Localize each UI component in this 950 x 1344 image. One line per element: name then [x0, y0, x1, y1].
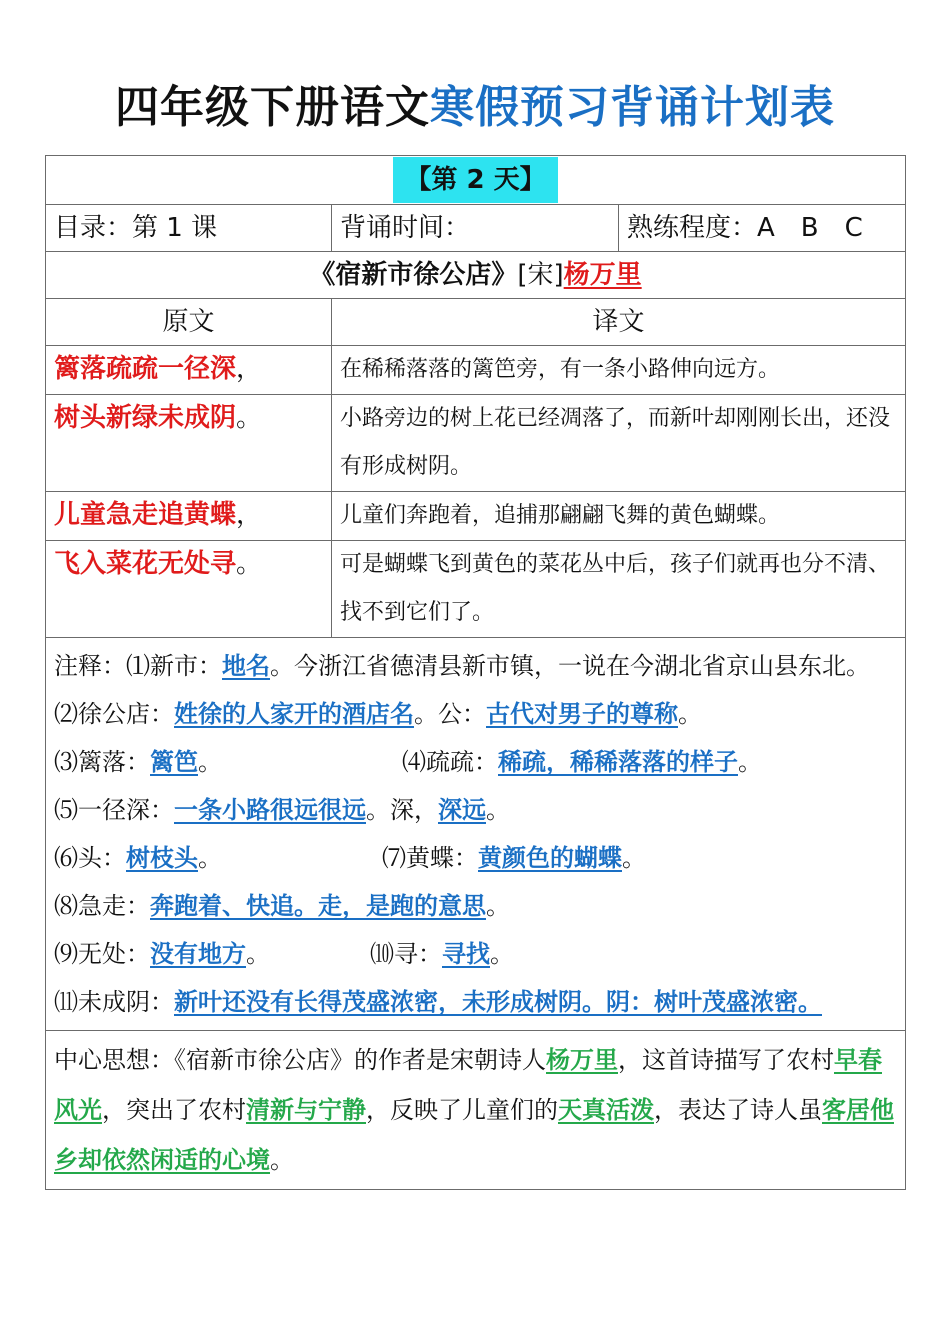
- line-translation: 在稀稀落落的篱笆旁，有一条小路伸向远方。: [332, 346, 906, 395]
- line-translation: 小路旁边的树上花已经凋落了，而新叶却刚刚长出，还没有形成树阴。: [332, 395, 906, 492]
- note-5: ⑸一径深：一条小路很远很远。深，深远。: [54, 796, 510, 824]
- day-badge: 【第 2 天】: [393, 157, 557, 203]
- page-title: [0, 78, 950, 138]
- poem-title: 《宿新市徐公店》: [309, 260, 518, 290]
- note-1: 注释：⑴新市：地名。今浙江省德清县新市镇，一说在今湖北省京山县东北。: [54, 652, 870, 680]
- note-2: ⑵徐公店：姓徐的人家开的酒店名。公：古代对男子的尊称。: [54, 700, 702, 728]
- note-answer: 稀疏，稀稀落落的样子: [498, 748, 738, 776]
- note-6-7: ⑹头：树枝头。 ⑺黄蝶：黄颜色的蝴蝶。: [54, 844, 646, 872]
- note-answer: 姓徐的人家开的酒店名: [174, 700, 414, 728]
- notes-row: [46, 638, 906, 1031]
- line-translation: 儿童们奔跑着，追捕那翩翩飞舞的黄色蝴蝶。: [332, 492, 906, 541]
- note-answer: 树枝头: [126, 844, 198, 872]
- central-idea-row: [46, 1031, 906, 1190]
- poem-line-row: 篱落疏疏一径深， 在稀稀落落的篱笆旁，有一条小路伸向远方。: [46, 346, 906, 395]
- note-answer: 黄颜色的蝴蝶: [478, 844, 622, 872]
- poem-line-row: 飞入菜花无处寻。 可是蝴蝶飞到黄色的菜花丛中后，孩子们就再也分不清、找不到它们了。: [46, 541, 906, 638]
- note-answer: 深远: [438, 796, 486, 824]
- poem-dynasty: [宋]: [517, 260, 564, 290]
- central-idea-text: 中心思想：《宿新市徐公店》的作者是宋朝诗人杨万里，这首诗描写了农村早春风光，突出了农村清新与宁静，反映了儿童们的天真活泼，表达了诗人虽客居他乡却依然闲适的心境。: [54, 1046, 894, 1174]
- column-header-row: [46, 299, 906, 346]
- note-answer: 地名: [222, 652, 270, 680]
- poem-line-row: 儿童急走追黄蝶， 儿童们奔跑着，追捕那翩翩飞舞的黄色蝴蝶。: [46, 492, 906, 541]
- central-idea-cell: [46, 1031, 906, 1190]
- header-translation: 译文: [332, 299, 906, 346]
- note-answer: 寻找: [442, 940, 490, 968]
- day-row: [46, 156, 906, 205]
- poem-title-row: [46, 252, 906, 299]
- note-answer: 古代对男子的尊称: [486, 700, 678, 728]
- note-answer: 新叶还没有长得茂盛浓密，未形成树阴。阴：树叶茂盛浓密。: [174, 988, 822, 1016]
- note-9-10: ⑼无处：没有地方。 ⑽寻：寻找。: [54, 940, 514, 968]
- poem-line: 飞入菜花无处寻: [54, 549, 237, 579]
- poem-poet: 杨万里: [563, 260, 642, 290]
- title-part-1: 四年级下册语文: [115, 82, 430, 133]
- note-3-4: ⑶篱落：篱笆。 ⑷疏疏：稀疏，稀稀落落的样子。: [54, 748, 762, 776]
- title-part-2: 寒假预习背诵计划表: [430, 82, 835, 133]
- note-answer: 篱笆: [150, 748, 198, 776]
- idea-answer: 客居他乡却依然闲适的心境: [54, 1096, 894, 1174]
- poem-line: 篱落疏疏一径深: [54, 354, 237, 384]
- poem-line: 树头新绿未成阴: [54, 403, 237, 433]
- proficiency-cell: 熟练程度：A B C: [619, 205, 906, 252]
- note-8: ⑻急走：奔跑着、快追。走，是跑的意思。: [54, 892, 510, 920]
- idea-answer: 早春风光: [54, 1046, 882, 1124]
- notes-cell: [46, 638, 906, 1031]
- line-translation: 可是蝴蝶飞到黄色的菜花丛中后，孩子们就再也分不清、找不到它们了。: [332, 541, 906, 638]
- idea-answer: 天真活泼: [558, 1096, 654, 1124]
- idea-answer: 清新与宁静: [246, 1096, 366, 1124]
- note-answer: 一条小路很远很远: [174, 796, 366, 824]
- note-answer: 奔跑着、快追。走，是跑的意思: [150, 892, 486, 920]
- note-answer: 没有地方: [150, 940, 246, 968]
- catalog-cell: 目录：第 1 课: [46, 205, 332, 252]
- header-original: 原文: [46, 299, 332, 346]
- poem-line-row: 树头新绿未成阴。 小路旁边的树上花已经凋落了，而新叶却刚刚长出，还没有形成树阴。: [46, 395, 906, 492]
- recite-time-cell: 背诵时间：: [332, 205, 619, 252]
- poem-line: 儿童急走追黄蝶: [54, 500, 237, 530]
- idea-answer: 杨万里: [546, 1046, 618, 1074]
- meta-row: [46, 205, 906, 252]
- note-11: ⑾未成阴：新叶还没有长得茂盛浓密，未形成树阴。阴：树叶茂盛浓密。: [54, 988, 822, 1016]
- plan-table: [45, 155, 906, 1190]
